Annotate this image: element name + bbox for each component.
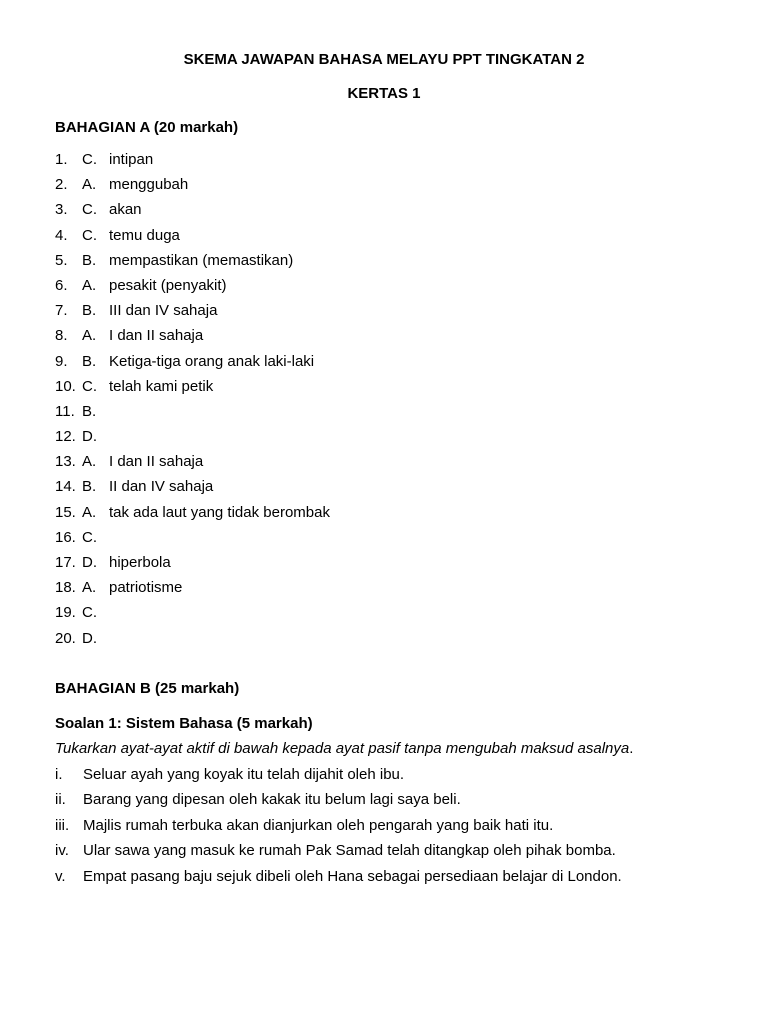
answer-number: 19. — [55, 604, 76, 622]
sentence-number: i. — [55, 766, 63, 783]
sentence-number: ii. — [55, 791, 66, 809]
sentence-number: iv. — [55, 842, 69, 860]
answer-option: B. — [82, 251, 97, 269]
question-1-heading: Soalan 1: Sistem Bahasa (5 markah) — [55, 715, 313, 732]
sentence-text: Empat pasang baju sejuk dibeli oleh Hana sebagai persediaan belajar di London. — [83, 867, 622, 885]
sentence-number: v. — [55, 867, 66, 885]
answer-text: III dan IV sahaja — [109, 302, 218, 320]
answer-text: I dan II sahaja — [109, 327, 204, 345]
answer-option: A. — [82, 176, 97, 194]
sentence-text: Barang yang dipesan oleh kakak itu belum lagi saya beli. — [83, 791, 461, 809]
answer-number: 10. — [55, 377, 76, 395]
answer-number: 5. — [55, 251, 68, 269]
answer-option: A. — [82, 327, 97, 345]
answer-number: 14. — [55, 478, 76, 496]
section-b-heading: BAHAGIAN B (25 markah) — [55, 680, 240, 697]
answer-number: 7. — [55, 302, 68, 320]
answer-option: C. — [82, 528, 97, 546]
answer-option: A. — [82, 579, 97, 597]
answer-text: menggubah — [109, 176, 189, 194]
answer-option: C. — [82, 226, 97, 244]
answer-number: 3. — [55, 201, 68, 219]
answer-text: hiperbola — [109, 554, 171, 571]
answer-text: Ketiga-tiga orang anak laki-laki — [109, 352, 315, 370]
answer-option: B. — [82, 402, 97, 420]
answer-option: A. — [82, 453, 97, 471]
answer-number: 1. — [55, 151, 68, 168]
question-1-instruction — [55, 740, 633, 758]
answer-option: D. — [82, 554, 97, 571]
answer-number: 13. — [55, 453, 76, 471]
answer-text: telah kami petik — [109, 377, 214, 395]
answer-number: 6. — [55, 276, 68, 294]
answer-option: B. — [82, 352, 97, 370]
answer-text: temu duga — [109, 226, 180, 244]
answer-number: 16. — [55, 528, 76, 546]
answer-option: B. — [82, 302, 97, 320]
answer-text: akan — [109, 201, 142, 219]
answer-text: patriotisme — [109, 579, 183, 597]
instruction-text: Tukarkan ayat-ayat aktif di bawah kepada ayat pasif tanpa mengubah maksud asalnya — [55, 740, 630, 757]
answer-option: B. — [82, 478, 97, 496]
answer-number: 12. — [55, 428, 76, 446]
answer-option: D. — [82, 629, 97, 647]
answer-text: tak ada laut yang tidak berombak — [109, 503, 330, 521]
answer-option: D. — [82, 428, 97, 446]
answer-text: pesakit (penyakit) — [109, 276, 227, 294]
answer-option: C. — [82, 151, 97, 168]
answer-number: 11. — [55, 402, 75, 420]
sentence-number: iii. — [55, 816, 70, 834]
answer-text: II dan IV sahaja — [109, 478, 214, 496]
sentence-text: Ular sawa yang masuk ke rumah Pak Samad telah ditangkap oleh pihak bomba. — [83, 842, 616, 860]
answer-number: 20. — [55, 629, 76, 647]
answer-number: 9. — [55, 352, 68, 370]
answer-option: C. — [82, 201, 97, 219]
document-subtitle: KERTAS 1 — [347, 85, 421, 102]
sentence-text: Majlis rumah terbuka akan dianjurkan oleh pengarah yang baik hati itu. — [83, 816, 554, 834]
answer-number: 4. — [55, 226, 68, 244]
answer-option: A. — [82, 276, 97, 294]
answer-text: intipan — [109, 151, 154, 168]
answer-number: 15. — [55, 503, 76, 521]
answer-number: 17. — [55, 554, 76, 571]
document-title: SKEMA JAWAPAN BAHASA MELAYU PPT TINGKATAN 2 — [183, 51, 585, 68]
sentence-text: Seluar ayah yang koyak itu telah dijahit oleh ibu. — [83, 766, 405, 783]
answer-number: 18. — [55, 579, 76, 597]
answer-text: I dan II sahaja — [109, 453, 204, 471]
answer-number: 2. — [55, 176, 68, 194]
answer-number: 8. — [55, 327, 68, 345]
instruction-period: . — [629, 740, 634, 757]
answer-option: A. — [82, 503, 97, 521]
answer-text: mempastikan (memastikan) — [109, 251, 294, 269]
answer-option: C. — [82, 377, 97, 395]
section-a-heading: BAHAGIAN A (20 markah) — [55, 119, 239, 136]
answer-option: C. — [82, 604, 97, 622]
